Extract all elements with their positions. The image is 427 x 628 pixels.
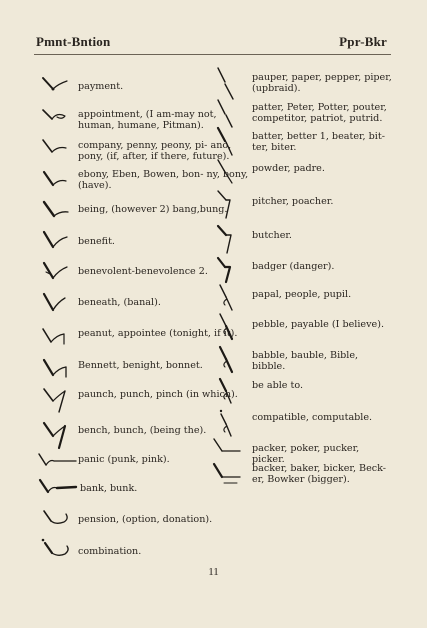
- pebble-outline-icon: [214, 311, 248, 345]
- backer-outline-icon: [210, 461, 250, 491]
- beneath-outline-icon: [40, 292, 80, 318]
- entry-text: packer, poker, pucker, picker.: [252, 443, 360, 465]
- running-head-right: Ppr-Bkr: [339, 34, 387, 49]
- entry-text: Bennett, benight, bonnet.: [78, 360, 203, 371]
- entry-text: company, penny, peony, pi- ano, pony, (if, after, if there, future).: [78, 140, 232, 162]
- entry-text: combination.: [78, 546, 142, 557]
- paunch-outline-icon: [40, 385, 80, 417]
- company-outline-icon: [40, 136, 80, 160]
- peanut-outline-icon: [40, 326, 80, 352]
- powder-outline-icon: [214, 157, 248, 187]
- entry-text: pitcher, poacher.: [252, 196, 334, 207]
- entry-text: pebble, payable (I believe).: [252, 319, 384, 330]
- entry-text: papal, people, pupil.: [252, 289, 352, 300]
- entry-text: bench, bunch, (being the).: [78, 425, 207, 436]
- entry-text: badger (danger).: [252, 261, 335, 272]
- butcher-outline-icon: [214, 223, 248, 257]
- entry-text: bank, bunk.: [80, 483, 138, 494]
- entry-text: be able to.: [252, 380, 304, 391]
- batter-outline-icon: [214, 125, 248, 159]
- entry-text: patter, Peter, Potter, pouter, competitor, patriot, putrid.: [252, 102, 387, 124]
- payment-outline-icon: [40, 75, 80, 95]
- bench-outline-icon: [40, 420, 80, 452]
- badger-outline-icon: [214, 255, 248, 285]
- benefit-outline-icon: [40, 230, 80, 254]
- entry-text: batter, better 1, beater, bit- ter, biter.: [252, 131, 385, 153]
- entry-text: pauper, paper, pepper, piper, (upbraid).: [252, 72, 392, 94]
- packer-outline-icon: [210, 436, 250, 460]
- combination-outline-icon: [40, 538, 80, 562]
- bank-outline-icon: [36, 477, 82, 501]
- entry-text: powder, padre.: [252, 163, 325, 174]
- entry-text: benefit.: [78, 236, 115, 247]
- babble-outline-icon: [214, 344, 248, 378]
- ebony-outline-icon: [40, 169, 80, 193]
- entry-text: being, (however 2) bang,bung.: [78, 204, 228, 215]
- pitcher-outline-icon: [214, 188, 248, 222]
- bennett-outline-icon: [40, 357, 80, 383]
- be-able-to-outline-icon: [214, 376, 248, 410]
- running-head-left: Pmnt-Bntion: [36, 34, 111, 49]
- entry-text: backer, baker, bicker, Beck- er, Bowker (bigger).: [252, 463, 387, 485]
- panic-outline-icon: [34, 451, 80, 473]
- entry-text: beneath, (banal).: [78, 297, 161, 308]
- appointment-outline-icon: [40, 106, 80, 126]
- pension-outline-icon: [40, 508, 80, 530]
- entry-text: paunch, punch, pinch (in which).: [78, 389, 238, 400]
- entry-text: babble, bauble, Bible, bibble.: [252, 350, 359, 372]
- being-outline-icon: [40, 199, 80, 223]
- entry-text: compatible, computable.: [252, 412, 373, 423]
- page-number: 11: [208, 566, 219, 578]
- entry-text: pension, (option, donation).: [78, 514, 213, 525]
- entry-text: benevolent-benevolence 2.: [78, 266, 208, 277]
- entry-text: peanut, appointee (tonight, if it).: [78, 328, 238, 339]
- entry-text: appointment, (I am-may not, human, humane, Pitman).: [78, 109, 217, 131]
- entry-text: panic (punk, pink).: [78, 454, 170, 465]
- entry-text: butcher.: [252, 230, 292, 241]
- entry-text: ebony, Eben, Bowen, bon- ny, bony, (have).: [78, 169, 249, 191]
- header-rule: [34, 54, 391, 55]
- entry-text: payment.: [78, 81, 124, 92]
- benevolent-outline-icon: [40, 260, 80, 286]
